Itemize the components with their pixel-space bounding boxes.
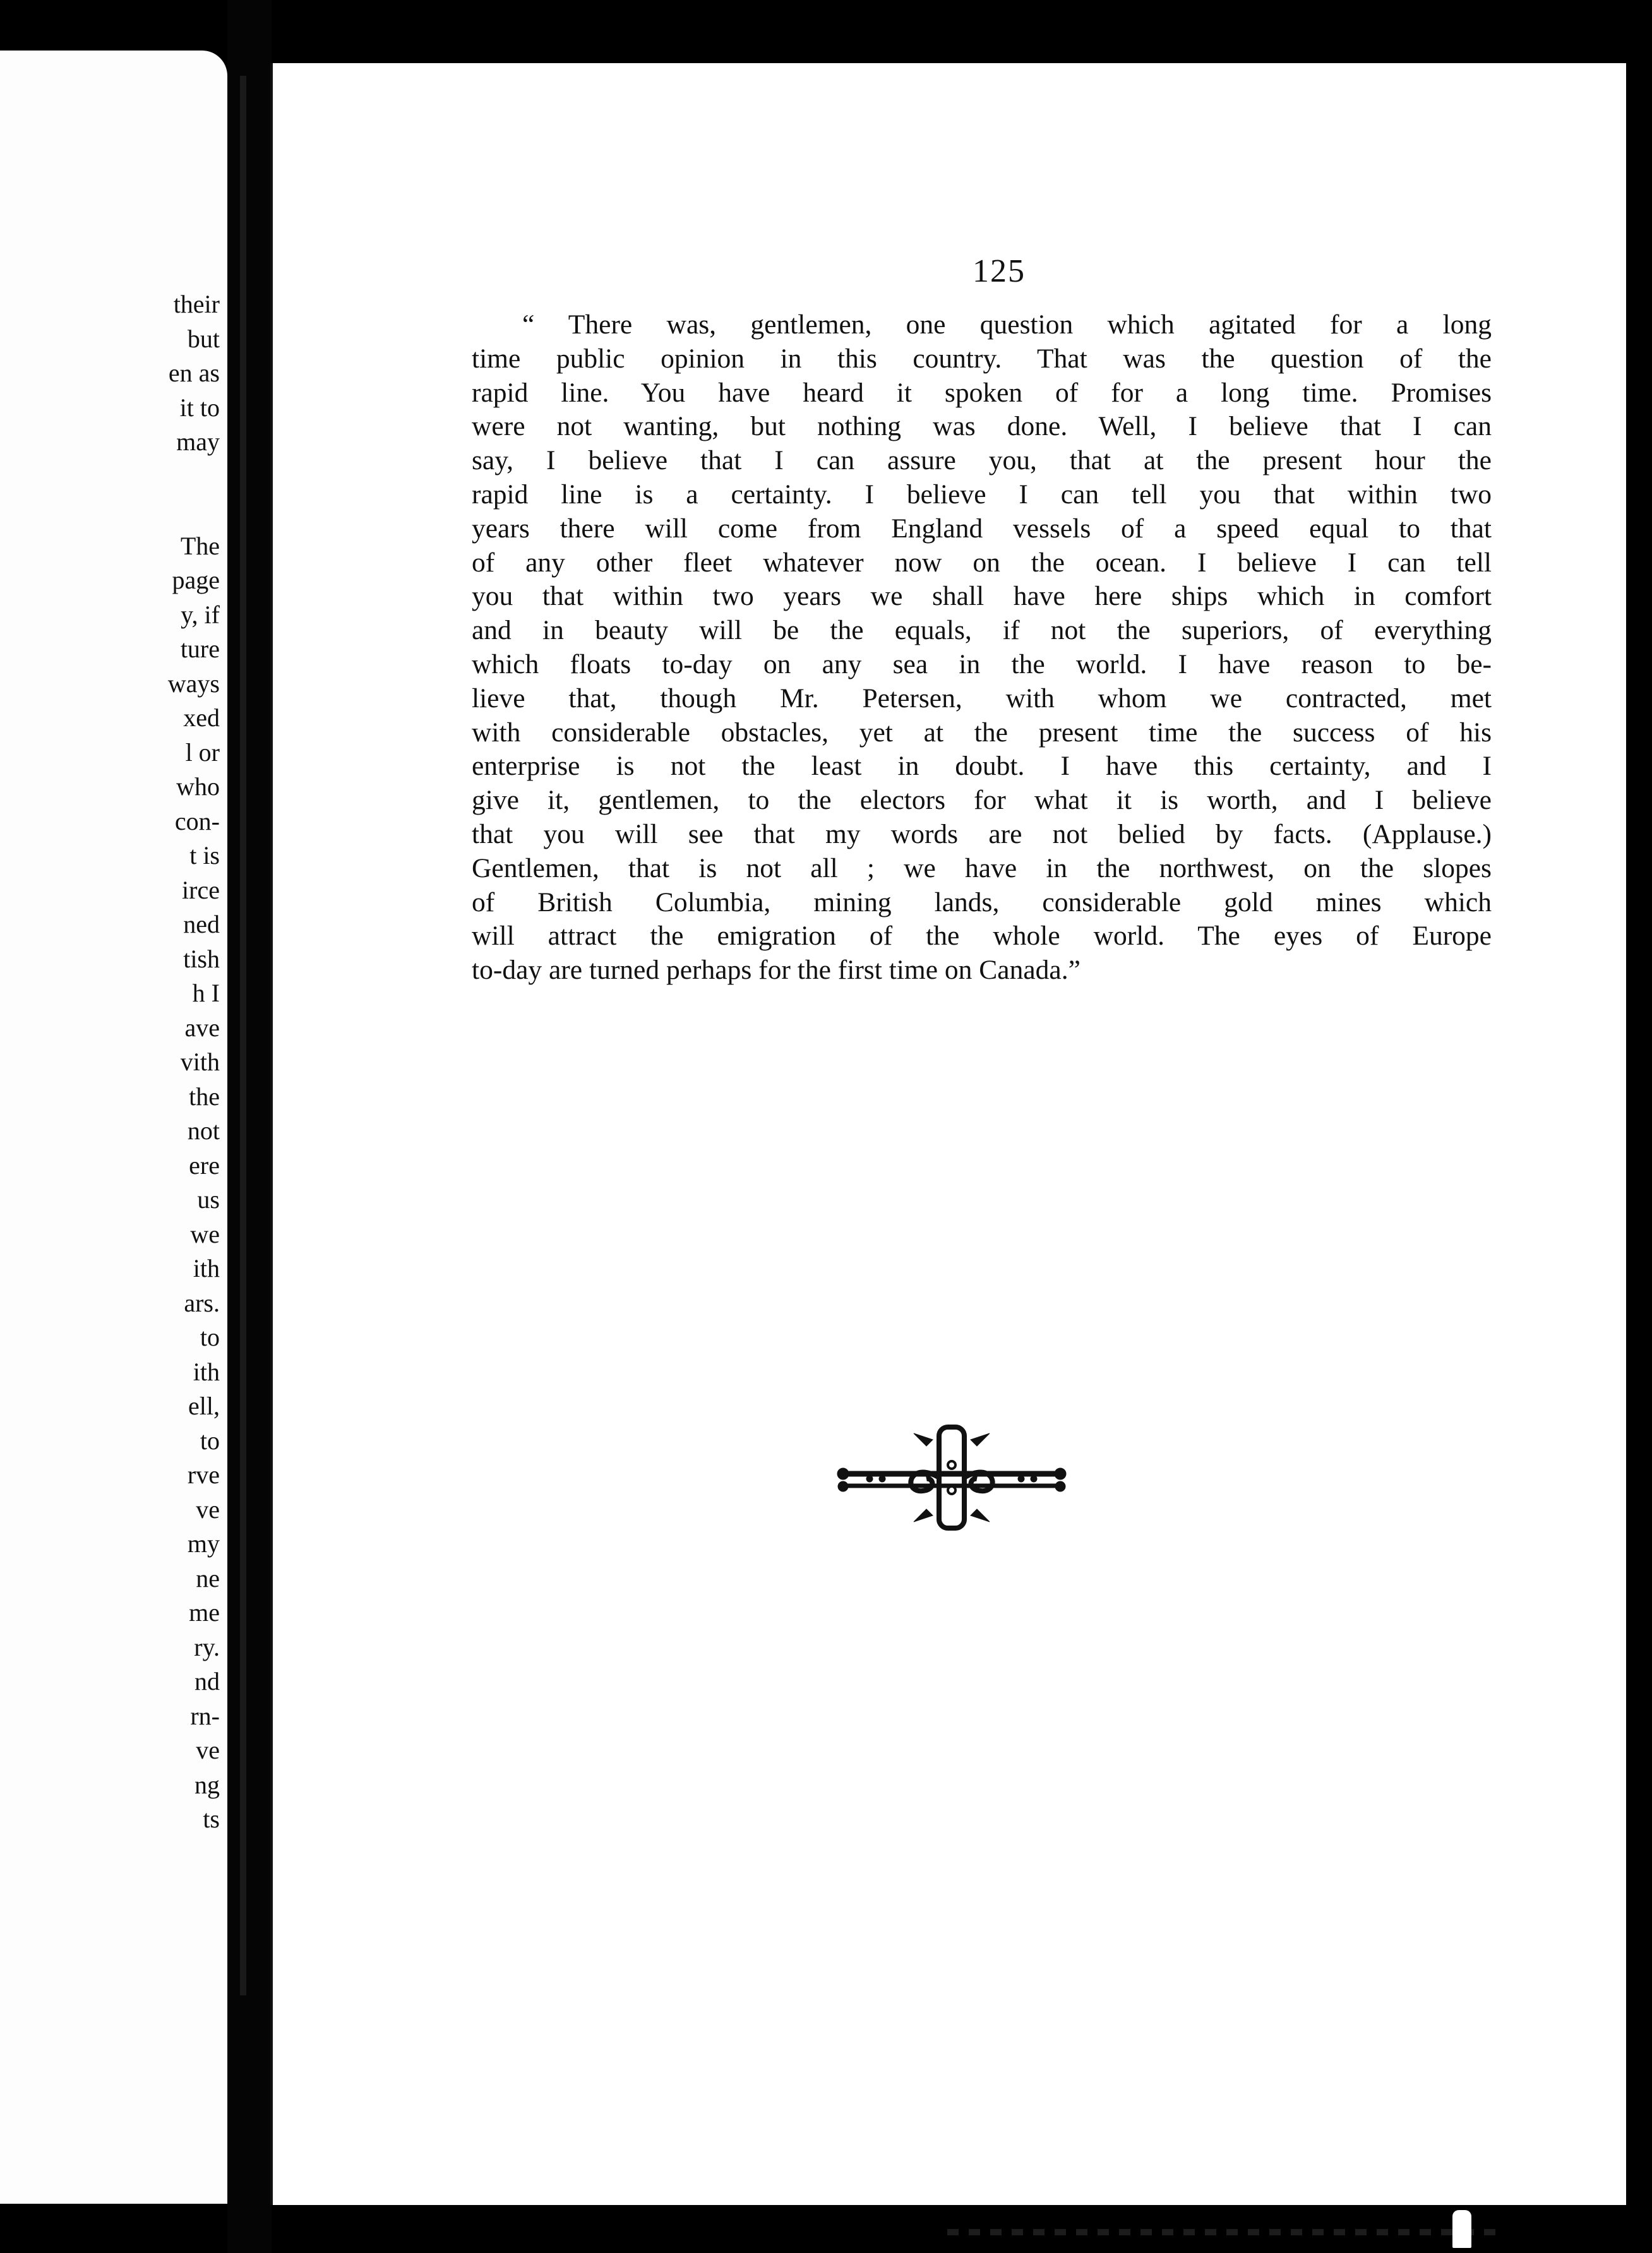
left-page-edge-line: but xyxy=(187,324,220,353)
text-line: which floats to-day on any sea in the world. I have reason to be- xyxy=(472,648,1492,679)
left-page-edge-line: it to xyxy=(179,393,220,422)
floral-ornament-icon xyxy=(832,1421,1072,1534)
text-line: Gentlemen, that is not all ; we have in the northwest, on the slopes xyxy=(472,852,1492,883)
text-line: you that within two years we shall have here ships which in comfort xyxy=(472,581,1492,612)
left-page-edge-line: ned xyxy=(183,910,220,938)
left-page-edge-line: ith xyxy=(193,1254,220,1282)
left-page-edge-line: to xyxy=(200,1323,220,1351)
left-page-edge-line: ts xyxy=(203,1805,220,1833)
scan-artifact xyxy=(947,2229,1503,2235)
left-facing-page xyxy=(0,51,227,2204)
text-line: of any other fleet whatever now on the ocean. I believe I can tell xyxy=(472,547,1492,578)
left-page-edge-line: ne xyxy=(196,1563,220,1593)
text-line: with considerable obstacles, yet at the present time the success of his xyxy=(472,717,1492,748)
left-page-edge-line: rve xyxy=(187,1461,220,1489)
left-page-edge-line: con- xyxy=(174,806,220,835)
text-line: were not wanting, but nothing was done. Well, I believe that I can xyxy=(472,411,1492,442)
scan-corner-mark xyxy=(1452,2210,1471,2248)
left-page-edge-line: their xyxy=(173,290,220,318)
text-line: say, I believe that I can assure you, that at the present hour the xyxy=(472,445,1492,476)
left-page-edge-line: ng xyxy=(195,1770,220,1799)
left-page-edge-line: ture xyxy=(180,635,220,663)
left-page-edge-line: irce xyxy=(182,875,220,904)
left-page-edge-line: us xyxy=(197,1185,220,1214)
left-page-edge-line: ve xyxy=(196,1736,220,1764)
left-page-edge-line: me xyxy=(189,1598,220,1627)
text-line: rapid line is a certainty. I believe I can tell you that within two xyxy=(472,479,1492,510)
body-paragraph xyxy=(472,308,1492,988)
text-line: that you will see that my words are not belied by facts. (Applause.) xyxy=(472,818,1492,849)
left-page-edge-line: tish xyxy=(183,944,220,973)
left-page-edge-line: may xyxy=(176,427,220,456)
text-line: will attract the emigration of the whole world. The eyes of Europe xyxy=(472,921,1492,952)
text-line: years there will come from England vessels of a speed equal to that xyxy=(472,513,1492,544)
left-page-edge-line: xed xyxy=(183,703,220,732)
left-page-edge-line: the xyxy=(189,1082,220,1111)
left-page-edge-line: l or xyxy=(185,738,220,767)
left-page-edge-line: ve xyxy=(196,1495,220,1524)
left-page-edge-line: The xyxy=(180,531,220,560)
left-page-edge-line: h I xyxy=(192,979,220,1007)
left-page-edge-line: ave xyxy=(184,1013,220,1042)
page-number: 125 xyxy=(973,253,1026,289)
text-line: to-day are turned perhaps for the first time on Canada.” xyxy=(472,955,1080,986)
left-page-edge-line: ith xyxy=(193,1357,220,1386)
left-page-edge-line: ars. xyxy=(184,1288,220,1317)
left-page-edge-line: ell, xyxy=(188,1392,220,1420)
left-page-edge-line: en as xyxy=(168,359,220,387)
paragraph-gap xyxy=(112,460,220,529)
page-125 xyxy=(270,63,1626,2205)
left-page-edge-line: ry. xyxy=(194,1632,220,1661)
left-page-edge-line: not xyxy=(187,1116,220,1145)
left-page-edge-line: ere xyxy=(189,1150,220,1180)
text-line: give it, gentlemen, to the electors for what it is worth, and I believe xyxy=(472,785,1492,816)
left-page-edge-line: ways xyxy=(167,669,220,698)
text-line: “ There was, gentlemen, one question which agitated for a long xyxy=(522,309,1492,340)
left-page-edge-line: who xyxy=(176,772,220,801)
left-page-edge-line: t is xyxy=(189,841,220,870)
text-line: enterprise is not the least in doubt. I have this certainty, and I xyxy=(472,751,1492,782)
left-page-edge-line: nd xyxy=(195,1667,220,1695)
text-line: time public opinion in this country. That was the question of the xyxy=(472,343,1492,374)
left-page-edge-line: we xyxy=(190,1219,220,1248)
text-line: lieve that, though Mr. Petersen, with whom we contracted, met xyxy=(472,683,1492,714)
left-page-edge-text xyxy=(112,287,220,1837)
gutter-rule xyxy=(240,76,246,1995)
left-page-edge-line: page xyxy=(172,566,220,594)
text-line: rapid line. You have heard it spoken of for a long time. Promises xyxy=(472,377,1492,408)
book-gutter xyxy=(227,0,272,2253)
text-line: of British Columbia, mining lands, considerable gold mines which xyxy=(472,887,1492,917)
text-line: and in beauty will be the equals, if not the superiors, of everything xyxy=(472,615,1492,646)
left-page-edge-line: to xyxy=(200,1426,220,1455)
left-page-edge-line: vith xyxy=(180,1048,220,1076)
left-page-edge-line: my xyxy=(187,1529,220,1558)
left-page-edge-line: rn- xyxy=(190,1701,220,1730)
left-page-edge-line: y, if xyxy=(181,600,220,629)
